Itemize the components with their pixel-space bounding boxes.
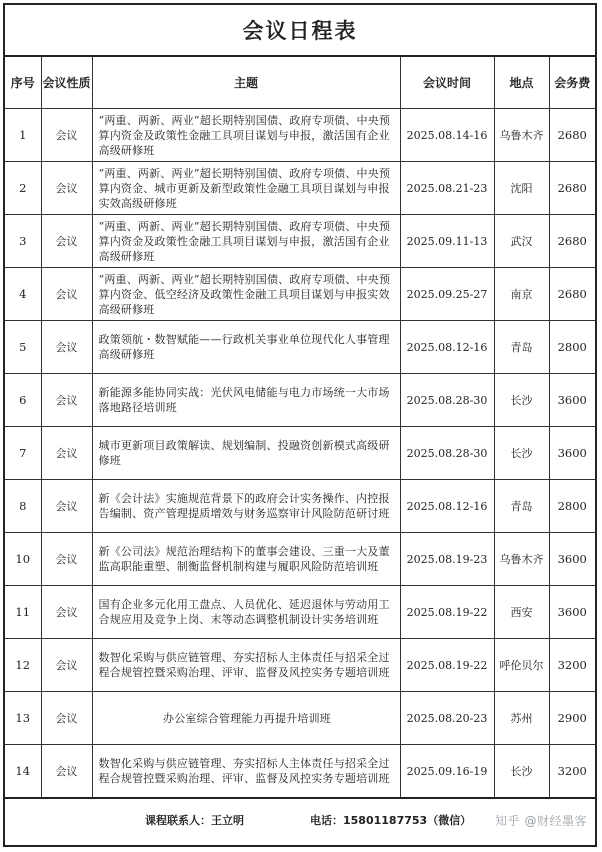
meeting-location: 呼伦贝尔: [494, 639, 549, 692]
meeting-fee: 3600: [549, 586, 595, 639]
meeting-topic: “两重、两新、两业”超长期特别国债、政府专项债、中央预算内资金及政策性金融工具项目谋划与申报，激活国有企业高级研修班: [92, 215, 400, 268]
meeting-type: 会议: [41, 109, 92, 162]
table-row: [5, 639, 595, 692]
meeting-type: 会议: [41, 639, 92, 692]
footer: [5, 795, 595, 845]
table-row: [5, 321, 595, 374]
meeting-topic: 新《公司法》规范治理结构下的董事会建设、三重一大及董监高职能重塑、制衡监督机制构建与履职风险防范培训班: [92, 533, 400, 586]
meeting-fee: 2800: [549, 321, 595, 374]
row-number: 12: [5, 639, 41, 692]
row-number: 3: [5, 215, 41, 268]
meeting-topic: “两重、两新、两业”超长期特别国债、政府专项债、中央预算内资金、城市更新及新型政策性金融工具项目谋划与申报实效高级研修班: [92, 162, 400, 215]
meeting-topic: 国有企业多元化用工盘点、人员优化、延迟退休与劳动用工合规应用及竞争上岗、末等动态调整机制设计实务培训班: [92, 586, 400, 639]
meeting-fee: 2680: [549, 215, 595, 268]
header-fee: 会务费: [549, 57, 595, 109]
meeting-time: 2025.08.14-16: [400, 109, 494, 162]
meeting-topic: “两重、两新、两业”超长期特别国债、政府专项债、中央预算内资金及政策性金融工具项目谋划与申报，激活国有企业高级研修班: [92, 109, 400, 162]
meeting-type: 会议: [41, 427, 92, 480]
table-row: [5, 692, 595, 745]
meeting-time: 2025.09.11-13: [400, 215, 494, 268]
meeting-type: 会议: [41, 692, 92, 745]
meeting-location: 乌鲁木齐: [494, 109, 549, 162]
meeting-fee: 2680: [549, 109, 595, 162]
meeting-fee: 3600: [549, 374, 595, 427]
meeting-time: 2025.08.12-16: [400, 321, 494, 374]
meeting-topic: 新能源多能协同实战：光伏风电储能与电力市场统一大市场落地路径培训班: [92, 374, 400, 427]
row-number: 13: [5, 692, 41, 745]
page-title: 会议日程表: [5, 5, 595, 57]
meeting-time: 2025.08.21-23: [400, 162, 494, 215]
meeting-type: 会议: [41, 268, 92, 321]
contact-person: 课程联系人：王立明: [145, 814, 244, 827]
row-number: 10: [5, 533, 41, 586]
meeting-time: 2025.08.19-23: [400, 533, 494, 586]
table-row: [5, 374, 595, 427]
zhihu-watermark: 知乎 @财经墨客: [495, 813, 587, 828]
meeting-time: 2025.08.28-30: [400, 427, 494, 480]
meeting-fee: 2900: [549, 692, 595, 745]
meeting-type: 会议: [41, 374, 92, 427]
meeting-topic: 新《会计法》实施规范背景下的政府会计实务操作、内控报告编制、资产管理提质增效与财务巡察审计风险防范研讨班: [92, 480, 400, 533]
row-number: 7: [5, 427, 41, 480]
row-number: 1: [5, 109, 41, 162]
meeting-location: 长沙: [494, 374, 549, 427]
meeting-location: 沈阳: [494, 162, 549, 215]
meeting-time: 2025.08.19-22: [400, 639, 494, 692]
header-time: 会议时间: [400, 57, 494, 109]
meeting-location: 长沙: [494, 427, 549, 480]
meeting-time: 2025.08.28-30: [400, 374, 494, 427]
meeting-fee: 3600: [549, 427, 595, 480]
meeting-type: 会议: [41, 533, 92, 586]
table-row: [5, 268, 595, 321]
header-no: 序号: [5, 57, 41, 109]
meeting-type: 会议: [41, 162, 92, 215]
meeting-type: 会议: [41, 215, 92, 268]
meeting-fee: 3200: [549, 745, 595, 799]
meeting-location: 青岛: [494, 480, 549, 533]
contact-phone: 电话：15801187753（微信）: [310, 814, 472, 827]
meeting-time: 2025.09.25-27: [400, 268, 494, 321]
meeting-time: 2025.09.16-19: [400, 745, 494, 799]
meeting-topic: 城市更新项目政策解读、规划编制、投融资创新模式高级研修班: [92, 427, 400, 480]
header-topic: 主题: [92, 57, 400, 109]
meeting-topic: 数智化采购与供应链管理、夯实招标人主体责任与招采全过程合规管控暨采购治理、评审、监督及风控实务专题培训班: [92, 639, 400, 692]
meeting-topic: 政策领航・数智赋能——行政机关事业单位现代化人事管理高级研修班: [92, 321, 400, 374]
meeting-fee: 2680: [549, 268, 595, 321]
table-row: [5, 745, 595, 799]
meeting-fee: 2680: [549, 162, 595, 215]
meeting-fee: 3600: [549, 533, 595, 586]
meeting-topic: 办公室综合管理能力再提升培训班: [92, 692, 400, 745]
meeting-location: 长沙: [494, 745, 549, 799]
table-row: [5, 533, 595, 586]
meeting-fee: 3200: [549, 639, 595, 692]
row-number: 6: [5, 374, 41, 427]
meeting-location: 西安: [494, 586, 549, 639]
meeting-location: 南京: [494, 268, 549, 321]
meeting-location: 武汉: [494, 215, 549, 268]
row-number: 14: [5, 745, 41, 799]
row-number: 2: [5, 162, 41, 215]
schedule-table: [5, 57, 595, 799]
row-number: 5: [5, 321, 41, 374]
meeting-type: 会议: [41, 480, 92, 533]
meeting-type: 会议: [41, 586, 92, 639]
meeting-fee: 2800: [549, 480, 595, 533]
meeting-location: 乌鲁木齐: [494, 533, 549, 586]
schedule-sheet: [3, 3, 597, 847]
meeting-topic: “两重、两新、两业”超长期特别国债、政府专项债、中央预算内资金、低空经济及政策性金融工具项目谋划与申报实效高级研修班: [92, 268, 400, 321]
table-row: [5, 162, 595, 215]
header-location: 地点: [494, 57, 549, 109]
table-row: [5, 427, 595, 480]
meeting-time: 2025.08.20-23: [400, 692, 494, 745]
table-row: [5, 109, 595, 162]
table-header-row: [5, 57, 595, 109]
table-body: [5, 109, 595, 799]
meeting-location: 青岛: [494, 321, 549, 374]
meeting-type: 会议: [41, 745, 92, 799]
meeting-time: 2025.08.12-16: [400, 480, 494, 533]
table-row: [5, 480, 595, 533]
row-number: 4: [5, 268, 41, 321]
table-row: [5, 586, 595, 639]
meeting-type: 会议: [41, 321, 92, 374]
header-type: 会议性质: [41, 57, 92, 109]
meeting-topic: 数智化采购与供应链管理、夯实招标人主体责任与招采全过程合规管控暨采购治理、评审、监督及风控实务专题培训班: [92, 745, 400, 799]
meeting-time: 2025.08.19-22: [400, 586, 494, 639]
row-number: 8: [5, 480, 41, 533]
meeting-location: 苏州: [494, 692, 549, 745]
row-number: 11: [5, 586, 41, 639]
table-row: [5, 215, 595, 268]
